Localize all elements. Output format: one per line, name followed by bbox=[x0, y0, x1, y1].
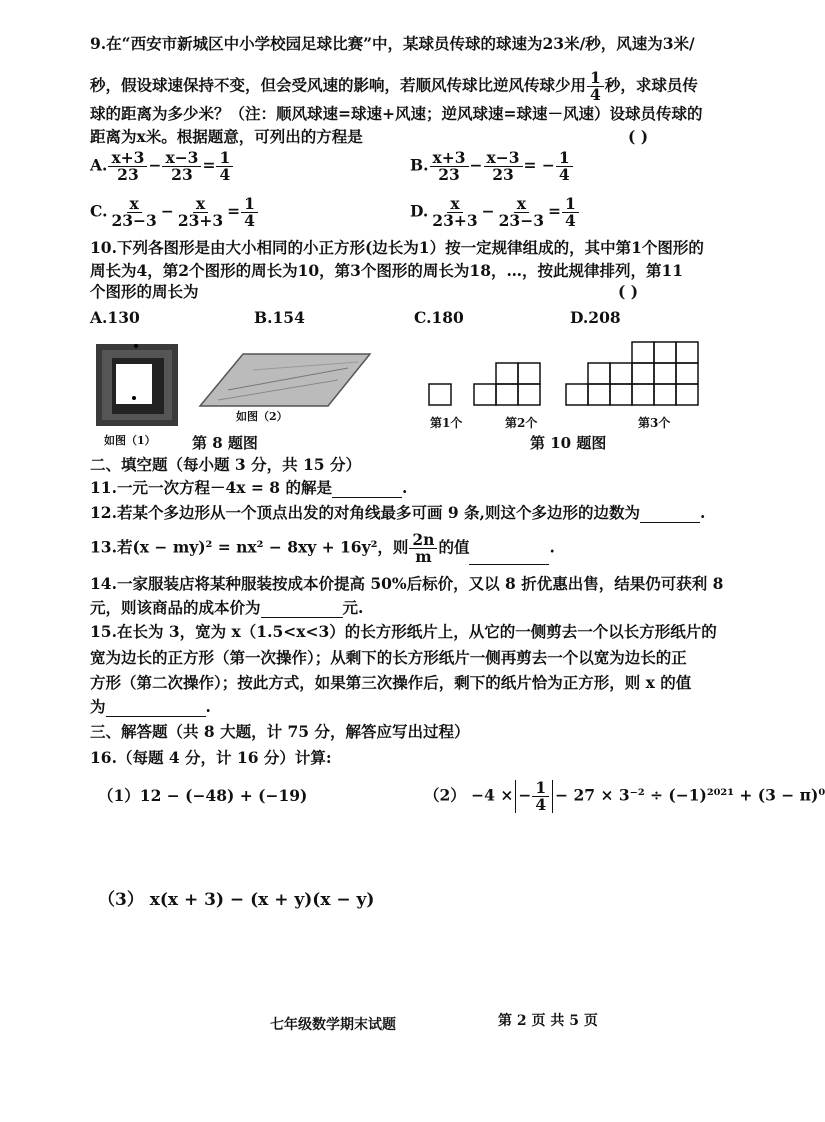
q9-line2-a: 秒，假设球速保持不变，但会受风速的影响，若顺风传球比逆风传球少用 bbox=[90, 75, 587, 95]
q14-text: 元，则该商品的成本价为 bbox=[90, 598, 261, 617]
q12 bbox=[90, 503, 705, 523]
section2-title: 二、填空题（每小题 3 分，共 15 分） bbox=[90, 455, 361, 474]
q15-answer-blank[interactable] bbox=[106, 700, 206, 717]
operator: − bbox=[160, 201, 174, 221]
q12-end: . bbox=[699, 503, 706, 522]
q14-line1: 14.一家服装店将某种服装按成本价提高 50%后标价，又以 8 折优惠出售，结果仍可获利 8 bbox=[90, 574, 724, 593]
q10-square-pattern bbox=[428, 340, 700, 406]
q16-part2: （2） −4 × − $\frac{1}{4}$ − 27 × 3⁻² ÷ (−1)²⁰²¹ + (3 − π)⁰ bbox=[424, 778, 825, 814]
q13-frac-den: m bbox=[415, 547, 432, 566]
frac-num: 1 bbox=[216, 150, 233, 167]
frac-den: 23+3 bbox=[432, 211, 478, 230]
option-label: A. bbox=[90, 155, 108, 175]
q10-option-c[interactable]: C.180 bbox=[414, 308, 464, 327]
q9-option-d[interactable] bbox=[410, 196, 580, 229]
frac-num: x bbox=[193, 196, 208, 213]
frac-num: x−3 bbox=[484, 150, 523, 167]
option-label: B. bbox=[410, 155, 429, 175]
q15-line1: 15.在长为 3，宽为 x（1.5<x<3）的长方形纸片上，从它的一侧剪去一个以长方形纸片的 bbox=[90, 622, 717, 641]
frac-num: 1 bbox=[562, 196, 579, 213]
q9-option-a[interactable] bbox=[90, 150, 234, 183]
frac-num: 1 bbox=[556, 150, 573, 167]
frac-den: 4 bbox=[558, 165, 570, 184]
frac-den: 23 bbox=[492, 165, 514, 184]
fig1-caption: 如图（1） bbox=[104, 434, 156, 447]
footer-title: 七年级数学期末试题 bbox=[270, 1017, 396, 1033]
q16-heading: 16.（每题 4 分，计 16 分）计算: bbox=[90, 748, 332, 767]
q9-option-b[interactable] bbox=[410, 150, 574, 183]
q9-frac-den: 4 bbox=[590, 85, 601, 104]
q16-part2-a: （2） −4 × bbox=[424, 785, 514, 805]
q10-line3: 个图形的周长为 bbox=[90, 282, 199, 301]
q10-figure-caption: 第 10 题图 bbox=[530, 434, 607, 452]
frac-num: x bbox=[514, 196, 529, 213]
footer-page-number: 第 2 页 共 5 页 bbox=[498, 1013, 598, 1029]
q10-line2: 周长为4，第2个图形的周长为10，第3个图形的周长为18，…，按此规律排列，第11 bbox=[90, 261, 684, 280]
pattern-2-label: 第2个 bbox=[505, 416, 538, 430]
equals: = bbox=[547, 201, 561, 221]
q12-answer-blank[interactable] bbox=[640, 506, 700, 523]
abs-frac-den: 4 bbox=[535, 795, 547, 814]
frac-den: 4 bbox=[564, 211, 576, 230]
q15-text: 为 bbox=[90, 697, 106, 716]
q11 bbox=[90, 478, 407, 498]
q11-end: . bbox=[401, 478, 408, 497]
equals: = bbox=[227, 201, 241, 221]
pattern-1-label: 第1个 bbox=[430, 416, 463, 430]
q13-end: . bbox=[549, 537, 555, 557]
option-label: D. bbox=[410, 201, 429, 221]
q10-option-b[interactable]: B.154 bbox=[254, 308, 305, 327]
q16-part3: （3） x(x + 3) − (x + y)(x − y) bbox=[98, 890, 375, 910]
q13 bbox=[90, 532, 555, 565]
operator: − bbox=[481, 201, 495, 221]
equals: = − bbox=[523, 155, 555, 175]
q13-answer-blank[interactable] bbox=[469, 548, 549, 565]
frac-num: x bbox=[447, 196, 462, 213]
frac-num: x−3 bbox=[162, 150, 201, 167]
frac-den: 4 bbox=[244, 211, 255, 230]
frac-den: 23 bbox=[438, 165, 460, 184]
frac-den: 23−3 bbox=[498, 211, 544, 230]
q10-option-a[interactable]: A.130 bbox=[90, 308, 140, 327]
operator: − bbox=[469, 155, 483, 175]
q14-line2 bbox=[90, 598, 363, 618]
q8-figure-caption: 第 8 题图 bbox=[192, 434, 258, 452]
q9-line2-b: 秒，求球员传 bbox=[604, 75, 698, 95]
q10-answer-paren: ( ) bbox=[618, 282, 639, 301]
option-label: C. bbox=[90, 201, 108, 221]
frac-num: 1 bbox=[241, 196, 258, 213]
q13-frac-num: 2n bbox=[409, 532, 437, 549]
frac-num: x bbox=[127, 196, 142, 213]
fig1-frame-photo bbox=[92, 340, 184, 430]
frac-num: x+3 bbox=[108, 150, 147, 167]
frac-den: 23 bbox=[117, 165, 139, 184]
q15-end: . bbox=[205, 697, 211, 716]
q15-line2: 宽为边长的正方形（第一次操作）；从剩下的长方形纸片一侧再剪去一个以宽为边长的正 bbox=[90, 648, 687, 667]
q11-answer-blank[interactable] bbox=[332, 481, 402, 498]
pattern-3-label: 第3个 bbox=[638, 416, 671, 430]
equals: = bbox=[202, 155, 216, 175]
q10-line1: 10.下列各图形是由大小相同的小正方形(边长为1）按一定规律组成的，其中第1个图形的 bbox=[90, 238, 704, 257]
q16-part1: （1）12 − (−48) + (−19) bbox=[98, 786, 308, 805]
q12-text: 12.若某个多边形从一个顶点出发的对角线最多可画 9 条,则这个多边形的边数为 bbox=[90, 503, 640, 522]
fig2-parallelogram-photo bbox=[198, 350, 373, 410]
frac-den: 4 bbox=[219, 165, 231, 184]
q13-text: 13.若(x − my)² = nx² − 8xy + 16y²，则 bbox=[90, 537, 409, 557]
q9-option-c[interactable] bbox=[90, 196, 259, 229]
q10-option-d[interactable]: D.208 bbox=[570, 308, 621, 327]
q9-line3: 球的距离为多少米？（注：顺风球速=球速+风速；逆风球速=球速－风速）设球员传球的 bbox=[90, 104, 703, 123]
fig2-caption: 如图（2） bbox=[236, 410, 288, 423]
q16-part2-b: − 27 × 3⁻² ÷ (−1)²⁰²¹ + (3 − π)⁰ bbox=[555, 785, 825, 805]
q11-text: 11.一元一次方程－4x = 8 的解是 bbox=[90, 478, 332, 497]
q14-end: 元. bbox=[342, 598, 364, 617]
frac-den: 23 bbox=[171, 165, 193, 184]
q9-line4: 距离为x米。根据题意，可列出的方程是 bbox=[90, 127, 363, 146]
operator: − bbox=[148, 155, 162, 175]
q9-line1: 9.在“西安市新城区中小学校园足球比赛”中，某球员传球的球速为23米/秒，风速为3米/ bbox=[90, 34, 695, 53]
frac-num: x+3 bbox=[430, 150, 469, 167]
q15-line4 bbox=[90, 697, 211, 717]
q9-line2 bbox=[90, 70, 698, 103]
frac-den: 23+3 bbox=[177, 211, 224, 230]
section3-title: 三、解答题（共 8 大题，计 75 分，解答应写出过程） bbox=[90, 722, 470, 741]
q15-line3: 方形（第二次操作）；按此方式，如果第三次操作后，剩下的纸片恰为正方形，则 x 的值 bbox=[90, 673, 692, 692]
q13-text-b: 的值 bbox=[438, 537, 470, 557]
abs-frac-num: 1 bbox=[532, 780, 549, 797]
q14-answer-blank[interactable] bbox=[261, 601, 343, 618]
q9-answer-paren: ( ) bbox=[628, 127, 649, 146]
frac-den: 23−3 bbox=[111, 211, 157, 230]
q9-frac-num: 1 bbox=[587, 70, 604, 87]
q9-fraction bbox=[587, 70, 604, 103]
